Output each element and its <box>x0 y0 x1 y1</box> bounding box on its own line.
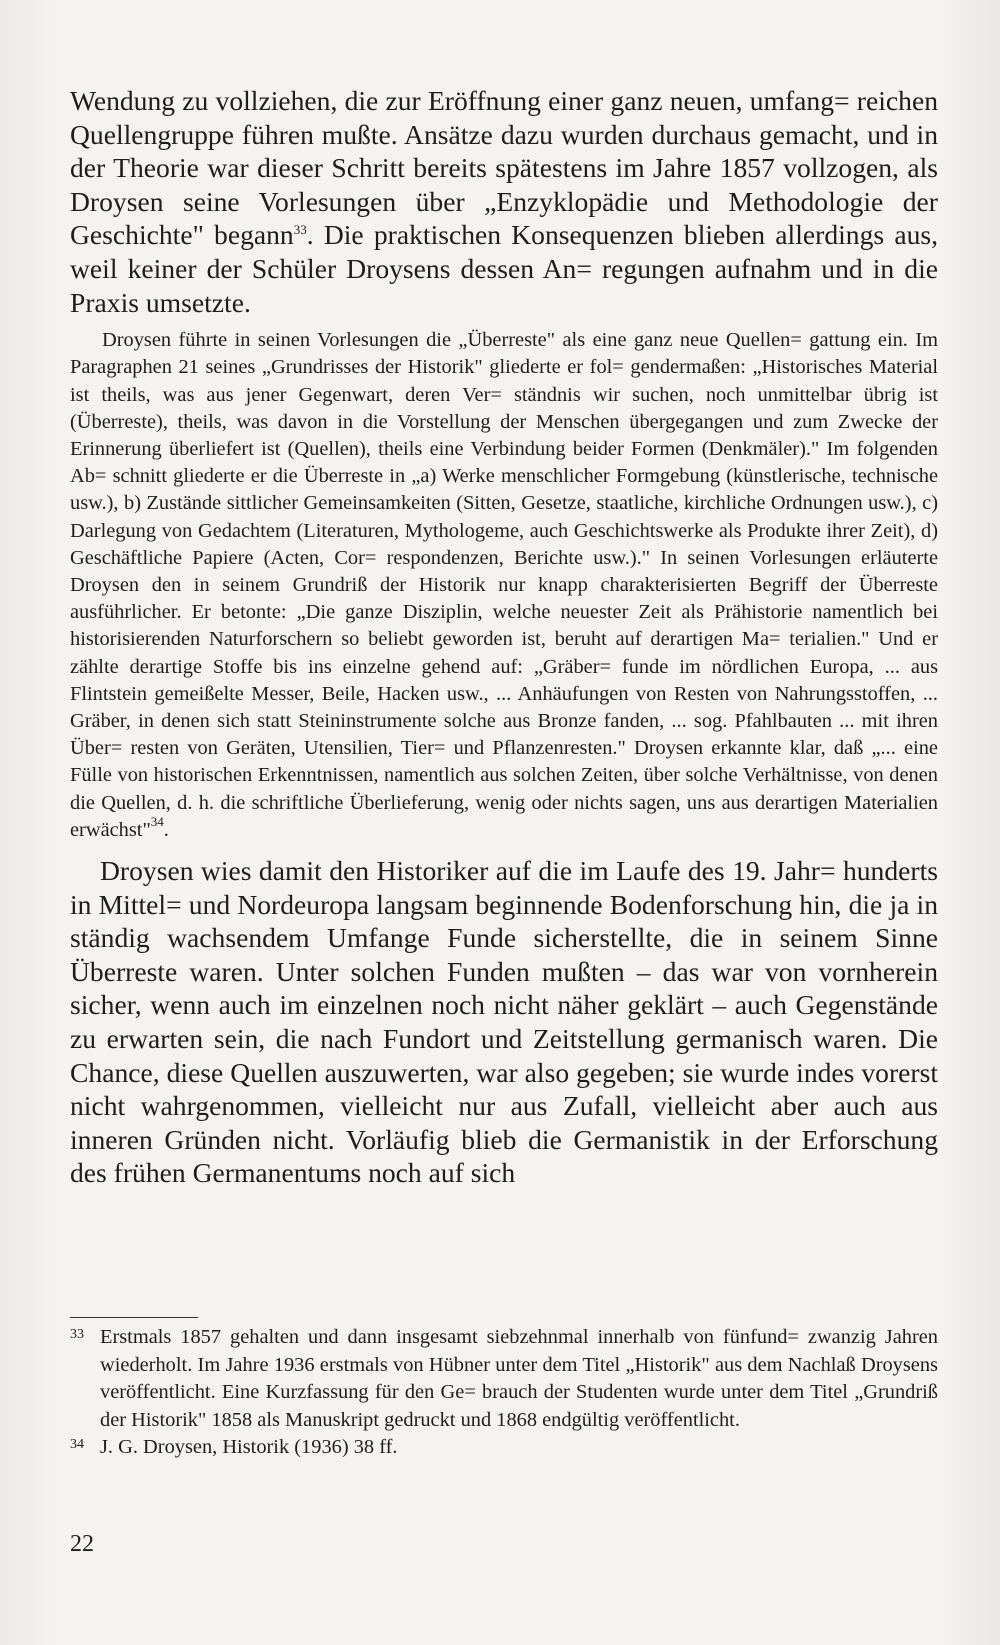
paragraph-1-after: . Die praktischen Konsequenzen blieben allerdings aus, weil keiner der Schüler Droysens dessen An= regungen aufnahm und in die Praxis umsetzte. <box>70 219 938 318</box>
paragraph-2-small-print <box>70 327 938 844</box>
footnote-number: 33 <box>70 1327 84 1342</box>
page-number: 22 <box>70 1531 94 1557</box>
footnote-number: 34 <box>70 1437 84 1452</box>
paragraph-2-text: Droysen führte in seinen Vorlesungen die „Überreste" als eine ganz neue Quellen= gattung ein. Im Paragraphen 21 seines „Grundrisses der Historik" gliederte er fol= gendermaßen: „Historisches Material ist theils, was aus jener Gegenwart, deren Ver= ständnis wir suchen, noch unmittelbar übrig ist (Überreste), theils, was davon in die Vorstellung der Menschen übergegangen und zum Zwecke der Erinnerung überliefert ist (Quellen), theils eine Verbindung beider Formen (Denkmäler)." Im folgenden Ab= schnitt gliederte er die Überreste in „a) Werke menschlicher Formgebung (künstlerische, technische usw.), b) Zustände sittlicher Gemeinsamkeiten (Sitten, Gesetze, staatliche, kirchliche Ordnungen usw.), c) Darlegung von Gedachtem (Literaturen, Mythologeme, auch Geschichtswerke als Produkte ihrer Zeit), d) Geschäftliche Papiere (Acten, Cor= respondenzen, Berichte usw.)." In seinen Vorlesungen erläuterte Droysen den in seinem Grundriß der Historik nur knapp charakterisierten Begriff der Überreste ausführlicher. Er betonte: „Die ganze Disziplin, welche neuester Zeit als Prähistorie namentlich bei historisierenden Naturforschern so beliebt geworden ist, beruht auf derartigen Ma= terialien." Und er zählte derartige Stoffe bis ins einzelne gehend auf: „Gräber= funde im nördlichen Europa, ... aus Flintstein gemeißelte Messer, Beile, Hacken usw., ... Anhäufungen von Resten von Nahrungsstoffen, ... Gräber, in denen sich statt Steininstrumente solche aus Bronze fanden, ... sog. Pfahlbauten ... mit ihren Über= resten von Geräten, Utensilien, Tier= und Pflanzenresten." Droysen erkannte klar, daß „... eine Fülle von historischen Erkenntnissen, namentlich aus solchen Zeiten, über solche Verhältnisse, von denen die Quellen, d. h. die schriftliche Überlieferung, wenig oder nichts sagen, uns aus derartigen Materialien erwächst" <box>70 329 938 841</box>
footnotes <box>70 1324 938 1462</box>
paragraph-3-text: Droysen wies damit den Historiker auf die im Laufe des 19. Jahr= hunderts in Mittel= und Nordeuropa langsam beginnende Bodenforschung hin, die ja in ständig wachsendem Umfange Funde sicherstellte, die in seinem Sinne Überreste waren. Unter solchen Funden mußten – das war von vornherein sicher, wenn auch im einzelnen noch nicht näher geklärt – auch Gegenstände zu erwarten sein, die nach Fundort und Zeitstellung germanisch waren. Die Chance, diese Quellen auszuwerten, war also gegeben; sie wurde indes vorerst nicht wahrgenommen, vielleicht nur aus Zufall, vielleicht aber auch aus inneren Gründen nicht. Vorläufig blieb die Germanistik in der Erforschung des frühen Germanentums noch auf sich <box>70 855 938 1189</box>
paragraph-1-text: Wendung zu vollziehen, die zur Eröffnung einer ganz neuen, umfang= reichen Quellengruppe führen mußte. Ansätze dazu wurden durchaus gemacht, und in der Theorie war dieser Schritt bereits spätestens im Jahre 1857 vollzogen, als Droysen seine Vorlesungen über „Enzyklopädie und Methodologie der Geschichte" begann <box>70 85 938 251</box>
footnote-text: Erstmals 1857 gehalten und dann insgesamt siebzehnmal innerhalb von fünfund= zwanzig Jahren wiederholt. Im Jahre 1936 erstmals von Hübner unter dem Titel „Historik" aus dem Nachlaß Droysens veröffentlicht. Eine Kurzfassung für den Ge= brauch der Studenten wurde unter dem Titel „Grundriß der Historik" 1858 als Manuskript gedruckt und 1868 endgültig veröffentlicht. <box>100 1326 938 1431</box>
footnote-33 <box>70 1324 938 1434</box>
body-text <box>70 84 938 1190</box>
footnote-text: J. G. Droysen, Historik (1936) 38 ff. <box>100 1436 398 1458</box>
footnote-ref-33: 33 <box>293 222 307 238</box>
paragraph-1 <box>70 84 938 319</box>
paragraph-3 <box>70 854 938 1190</box>
footnote-34 <box>70 1434 938 1462</box>
paragraph-2-after: . <box>163 818 169 841</box>
footnote-ref-34: 34 <box>150 813 164 829</box>
footnote-divider <box>70 1317 198 1318</box>
